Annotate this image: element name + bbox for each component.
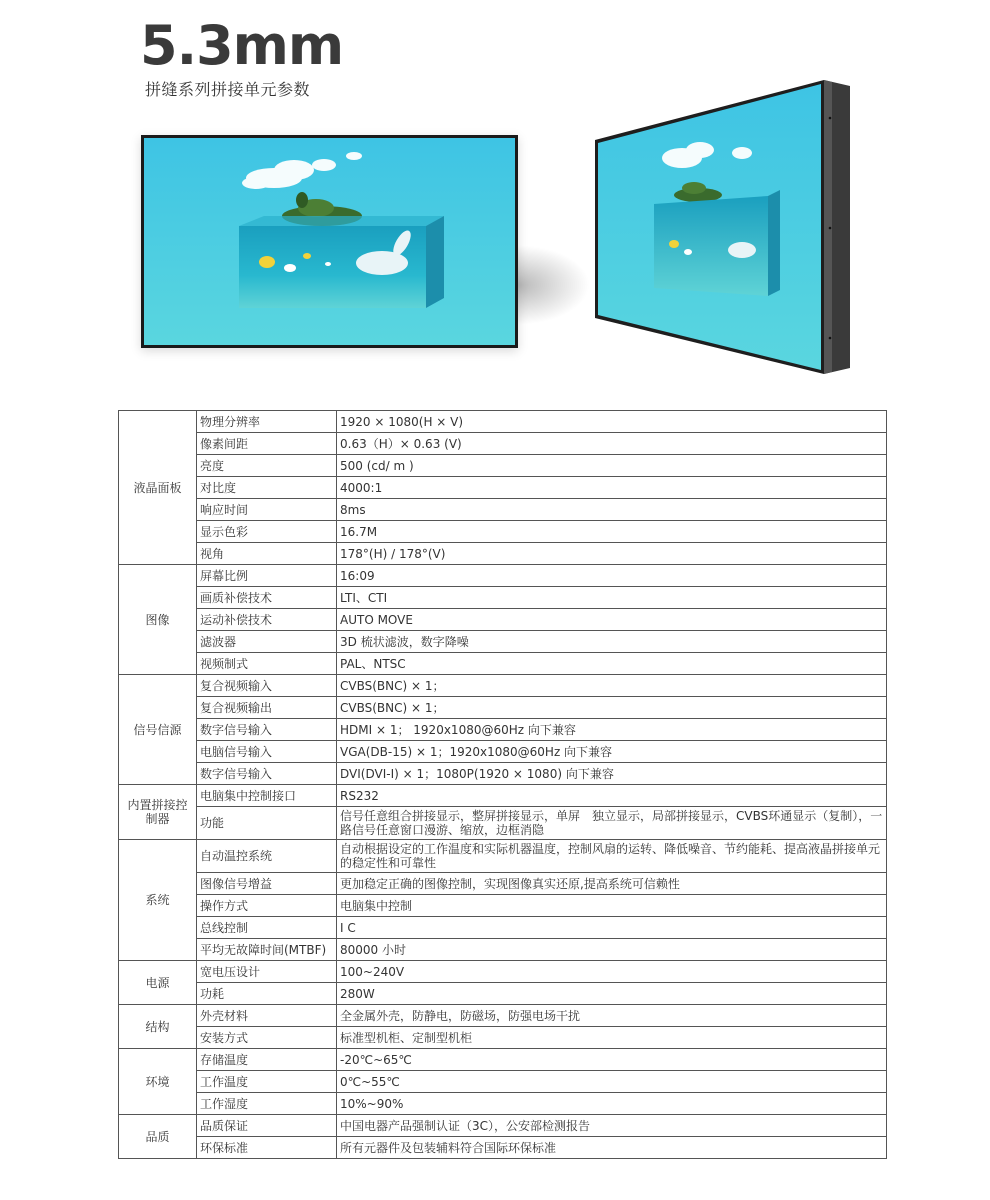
- spec-item-label: 响应时间: [197, 499, 337, 521]
- spec-category: 结构: [119, 1005, 197, 1049]
- table-row: [119, 1137, 887, 1159]
- table-row: [119, 895, 887, 917]
- table-row: [119, 741, 887, 763]
- table-row: [119, 807, 887, 840]
- spec-item-label: 复合视频输出: [197, 697, 337, 719]
- spec-item-label: 环保标准: [197, 1137, 337, 1159]
- spec-item-value: VGA(DB-15) × 1；1920x1080@60Hz 向下兼容: [337, 741, 887, 763]
- spec-item-value: 80000 小时: [337, 939, 887, 961]
- table-row: [119, 939, 887, 961]
- spec-item-label: 品质保证: [197, 1115, 337, 1137]
- spec-item-label: 总线控制: [197, 917, 337, 939]
- spec-item-label: 工作温度: [197, 1071, 337, 1093]
- spec-item-value: 16:09: [337, 565, 887, 587]
- table-row: [119, 433, 887, 455]
- table-row: [119, 719, 887, 741]
- spec-item-label: 功耗: [197, 983, 337, 1005]
- spec-item-value: PAL、NTSC: [337, 653, 887, 675]
- spec-category: 信号信源: [119, 675, 197, 785]
- spec-category: 系统: [119, 840, 197, 961]
- spec-item-label: 自动温控系统: [197, 840, 337, 873]
- table-row: [119, 697, 887, 719]
- spec-item-value: 0℃~55℃: [337, 1071, 887, 1093]
- spec-category: 电源: [119, 961, 197, 1005]
- table-row: [119, 411, 887, 433]
- table-row: [119, 983, 887, 1005]
- table-row: [119, 477, 887, 499]
- spec-item-label: 安装方式: [197, 1027, 337, 1049]
- monitor-angled-view: [592, 78, 852, 378]
- spec-item-value: 10%~90%: [337, 1093, 887, 1115]
- table-row: [119, 609, 887, 631]
- spec-category: 液晶面板: [119, 411, 197, 565]
- spec-table-body: [119, 411, 887, 1159]
- table-row: [119, 1049, 887, 1071]
- table-row: [119, 1071, 887, 1093]
- spec-item-label: 平均无故障时间(MTBF): [197, 939, 337, 961]
- spec-item-value: CVBS(BNC) × 1；: [337, 697, 887, 719]
- spec-item-label: 亮度: [197, 455, 337, 477]
- spec-item-label: 画质补偿技术: [197, 587, 337, 609]
- spec-category: 图像: [119, 565, 197, 675]
- spec-item-value: 中国电器产品强制认证（3C），公安部检测报告: [337, 1115, 887, 1137]
- spec-item-label: 物理分辨率: [197, 411, 337, 433]
- spec-item-label: 数字信号输入: [197, 719, 337, 741]
- spec-item-value: CVBS(BNC) × 1；: [337, 675, 887, 697]
- spec-item-label: 外壳材料: [197, 1005, 337, 1027]
- monitor-front-view: [141, 135, 518, 348]
- spec-item-value: 4000:1: [337, 477, 887, 499]
- spec-item-label: 电脑信号输入: [197, 741, 337, 763]
- monitor-angled-illustration: [592, 78, 852, 378]
- page-subtitle: 拼缝系列拼接单元参数: [145, 80, 311, 99]
- spec-item-value: 1920 × 1080(H × V): [337, 411, 887, 433]
- table-row: [119, 1005, 887, 1027]
- spec-item-label: 数字信号输入: [197, 763, 337, 785]
- spec-item-value: 3D 梳状滤波，数字降噪: [337, 631, 887, 653]
- page-title: 5.3mm: [140, 14, 344, 77]
- table-row: [119, 675, 887, 697]
- table-row: [119, 455, 887, 477]
- spec-item-value: 自动根据设定的工作温度和实际机器温度，控制风扇的运转、降低噪音、节约能耗、提高液晶拼接单元的稳定性和可靠性: [337, 840, 887, 873]
- spec-category: 品质: [119, 1115, 197, 1159]
- spec-item-label: 视频制式: [197, 653, 337, 675]
- spec-item-label: 视角: [197, 543, 337, 565]
- spec-item-label: 屏幕比例: [197, 565, 337, 587]
- spec-category: 内置拼接控制器: [119, 785, 197, 840]
- spec-item-value: 标准型机柜、定制型机柜: [337, 1027, 887, 1049]
- spec-item-value: 8ms: [337, 499, 887, 521]
- spec-item-value: RS232: [337, 785, 887, 807]
- table-row: [119, 1093, 887, 1115]
- table-row: [119, 499, 887, 521]
- spec-item-value: LTI、CTI: [337, 587, 887, 609]
- table-row: [119, 763, 887, 785]
- table-row: [119, 1027, 887, 1049]
- spec-item-value: -20℃~65℃: [337, 1049, 887, 1071]
- spec-item-label: 对比度: [197, 477, 337, 499]
- spec-item-value: 500 (cd/ m ): [337, 455, 887, 477]
- spec-item-value: 280W: [337, 983, 887, 1005]
- spec-item-value: 信号任意组合拼接显示，整屏拼接显示，单屏 独立显示，局部拼接显示，CVBS环通显示（复制），一路信号任意窗口漫游、缩放，边框消隐: [337, 807, 887, 840]
- spec-item-value: 所有元器件及包装辅料符合国际环保标准: [337, 1137, 887, 1159]
- spec-item-value: 0.63（H）× 0.63 (V): [337, 433, 887, 455]
- spec-item-value: 电脑集中控制: [337, 895, 887, 917]
- table-row: [119, 521, 887, 543]
- spec-item-label: 运动补偿技术: [197, 609, 337, 631]
- spec-item-value: HDMI × 1； 1920x1080@60Hz 向下兼容: [337, 719, 887, 741]
- spec-item-label: 操作方式: [197, 895, 337, 917]
- spec-item-label: 图像信号增益: [197, 873, 337, 895]
- spec-item-value: AUTO MOVE: [337, 609, 887, 631]
- spec-item-value: I C: [337, 917, 887, 939]
- table-row: [119, 961, 887, 983]
- table-row: [119, 543, 887, 565]
- table-row: [119, 587, 887, 609]
- spec-item-value: DVI(DVI-I) × 1；1080P(1920 × 1080) 向下兼容: [337, 763, 887, 785]
- table-row: [119, 873, 887, 895]
- ocean-island-illustration: [144, 138, 515, 345]
- table-row: [119, 653, 887, 675]
- spec-item-value: 更加稳定正确的图像控制，实现图像真实还原,提高系统可信赖性: [337, 873, 887, 895]
- spec-category: 环境: [119, 1049, 197, 1115]
- spec-table: [118, 410, 887, 1159]
- spec-item-value: 178°(H) / 178°(V): [337, 543, 887, 565]
- spec-item-label: 工作湿度: [197, 1093, 337, 1115]
- table-row: [119, 785, 887, 807]
- table-row: [119, 840, 887, 873]
- table-row: [119, 917, 887, 939]
- spec-item-label: 功能: [197, 807, 337, 840]
- table-row: [119, 1115, 887, 1137]
- spec-item-value: 16.7M: [337, 521, 887, 543]
- table-row: [119, 631, 887, 653]
- monitor-screen-image: [144, 138, 515, 345]
- table-row: [119, 565, 887, 587]
- spec-item-value: 全金属外壳，防静电，防磁场，防强电场干扰: [337, 1005, 887, 1027]
- spec-item-label: 滤波器: [197, 631, 337, 653]
- spec-item-label: 像素间距: [197, 433, 337, 455]
- spec-item-value: 100~240V: [337, 961, 887, 983]
- spec-item-label: 复合视频输入: [197, 675, 337, 697]
- spec-item-label: 显示色彩: [197, 521, 337, 543]
- spec-item-label: 存储温度: [197, 1049, 337, 1071]
- spec-item-label: 电脑集中控制接口: [197, 785, 337, 807]
- spec-item-label: 宽电压设计: [197, 961, 337, 983]
